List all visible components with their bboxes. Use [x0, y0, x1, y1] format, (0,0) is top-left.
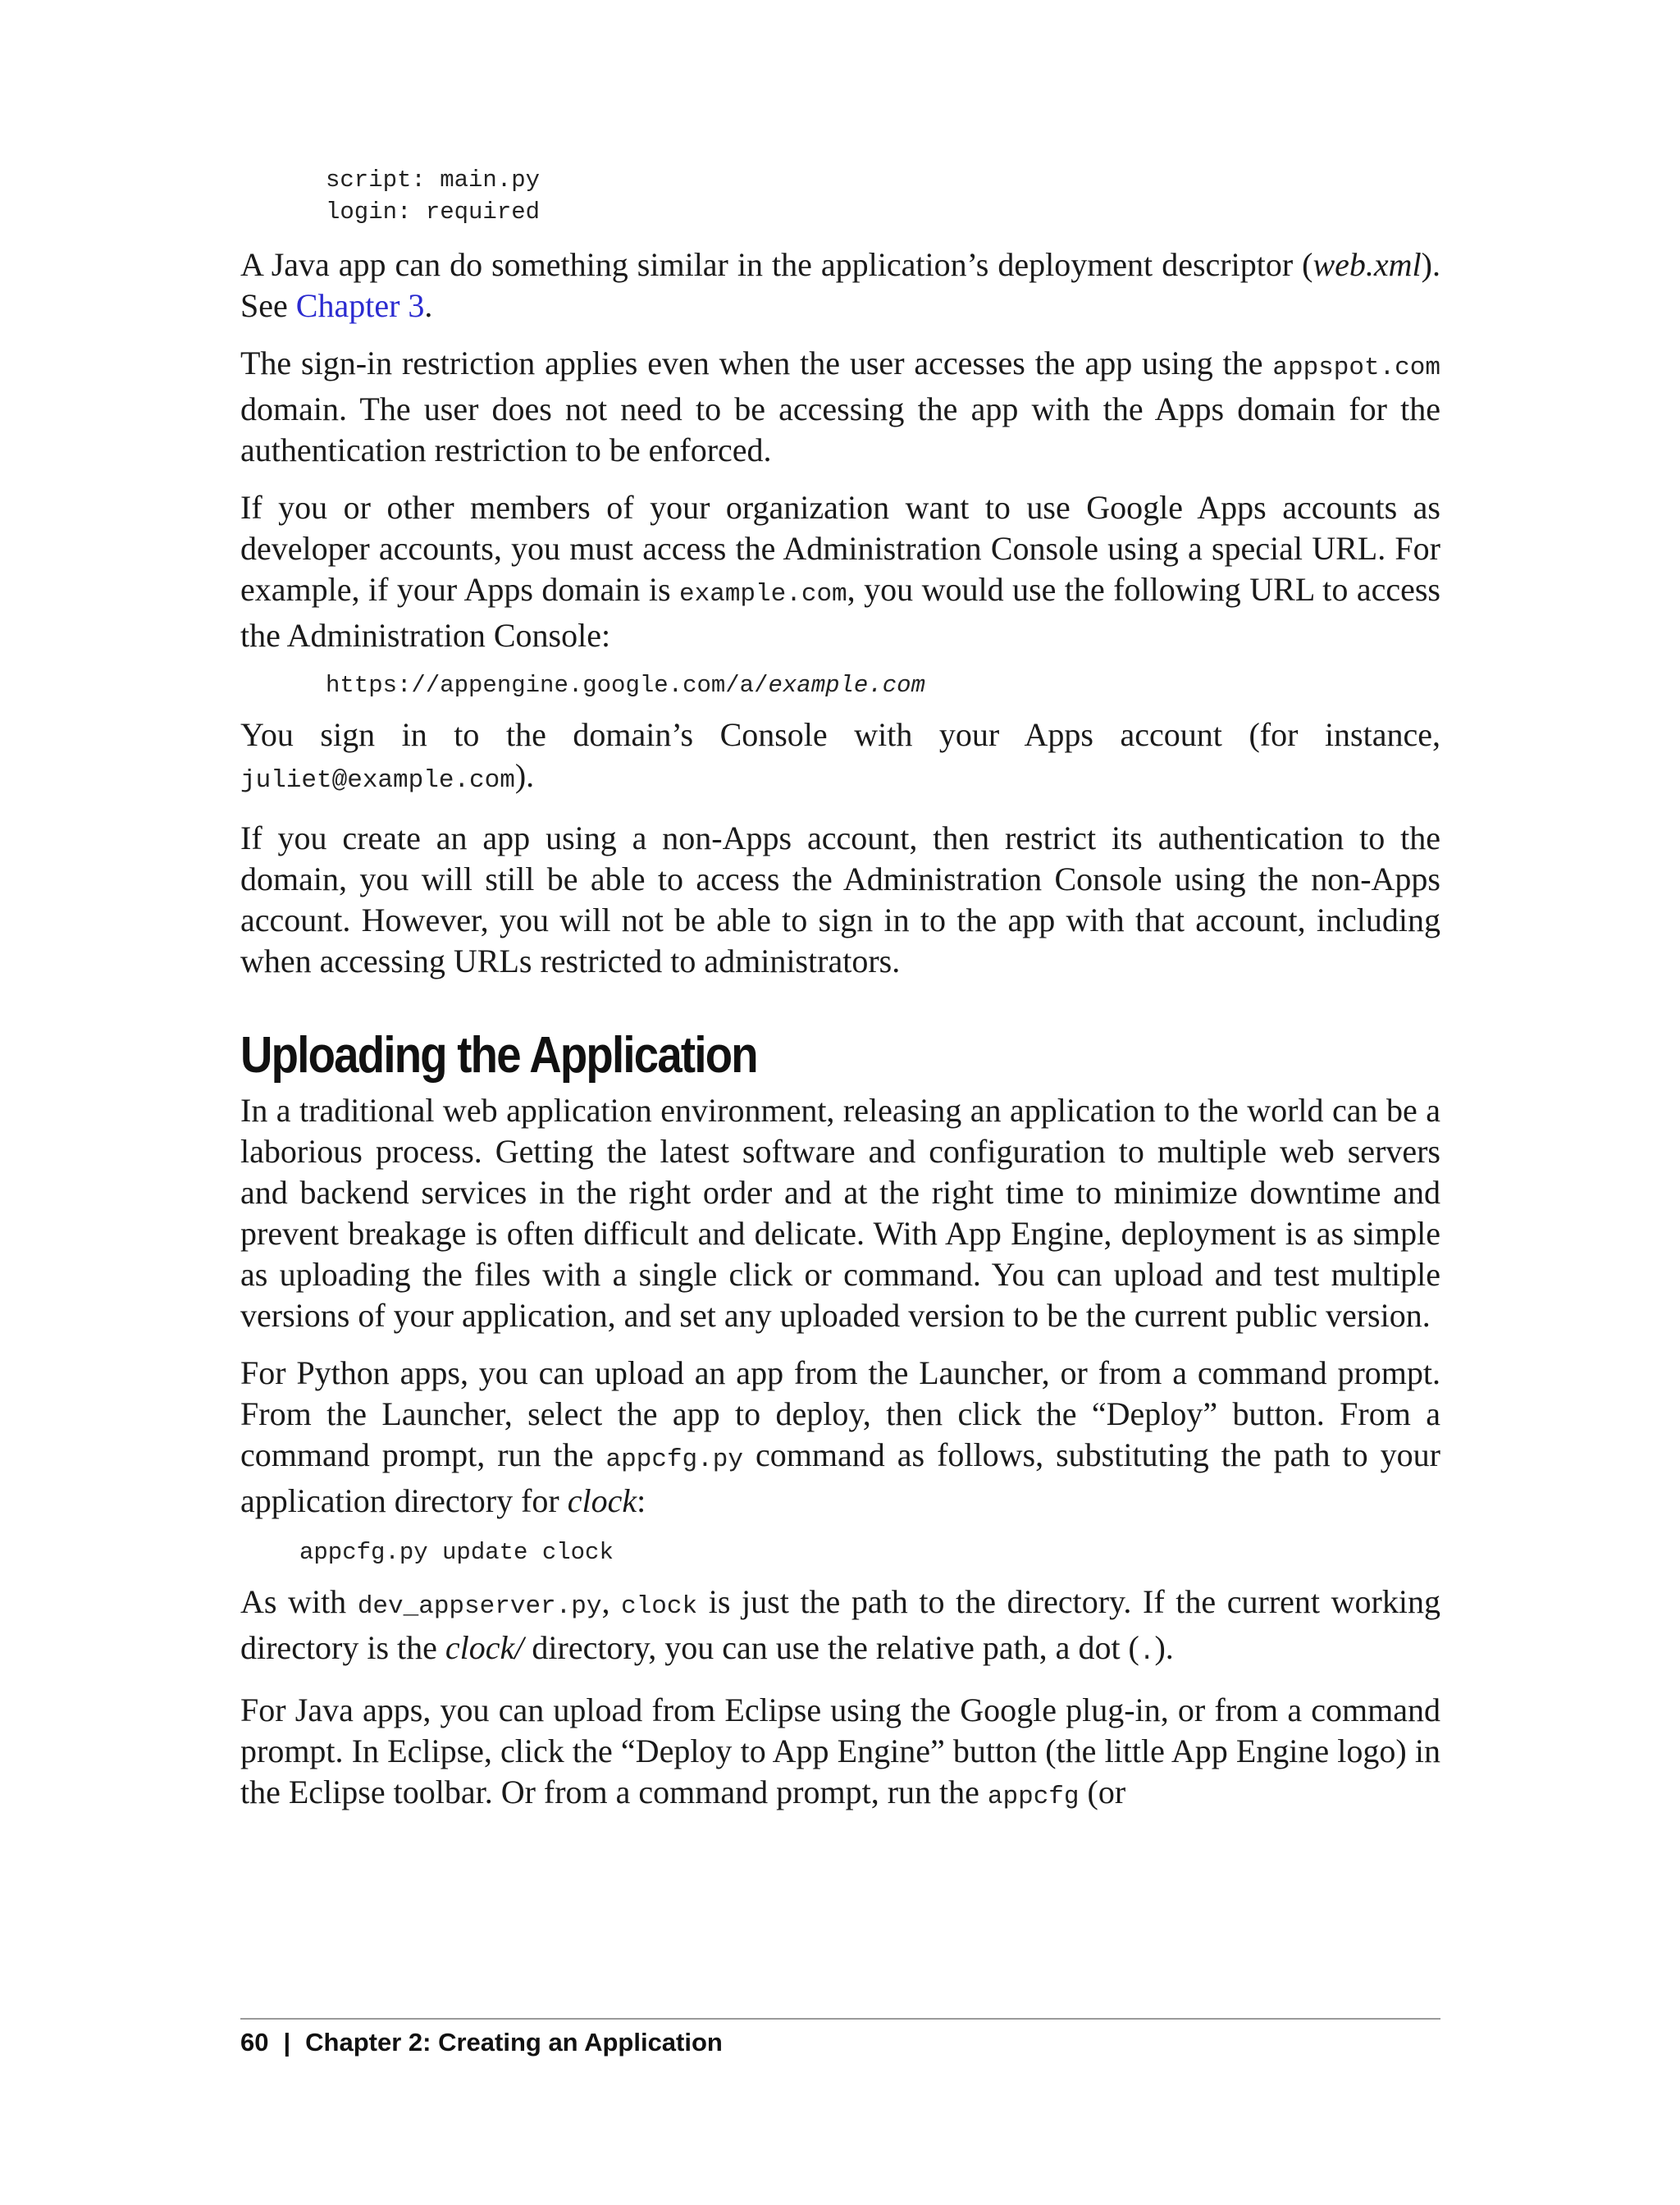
inline-code: appcfg — [987, 1783, 1080, 1811]
text: : — [637, 1482, 646, 1519]
inline-code: . — [1139, 1638, 1155, 1667]
code-block-appcfg-update: appcfg.py update clock — [299, 1539, 614, 1566]
footer-separator: | — [283, 2028, 291, 2057]
text: For Java apps, you can upload from Eclipse using the Google plug-in, or from a command prompt. In Eclipse, click the “Deploy to App Engine” button (the little App Engine logo) in the Eclipse toolbar. Or from a command prompt, run the — [240, 1691, 1440, 1810]
page-number: 60 — [240, 2028, 269, 2057]
chapter-3-link[interactable]: Chapter 3 — [295, 287, 425, 324]
text: directory, you can use the relative path, a dot ( — [523, 1629, 1139, 1666]
text: If you or other members of your organization want to use Google Apps accounts as developer accounts, you must access the Administration Console using a special URL. For example, if your Apps domain is — [240, 489, 1440, 608]
filename: web.xml — [1312, 246, 1422, 283]
paragraph-non-apps-account: If you create an app using a non-Apps account, then restrict its authentication to the domain, you will still be able to access the Administration Console using the non-Apps account. However, you will not be able to sign in to the app with that account, including when accessing URLs restricted to administrators. — [240, 819, 1440, 979]
paragraph-apps-accounts — [240, 487, 1440, 656]
text: For Python apps, you can upload an app from the Launcher, or from a command prompt. From the Launcher, select the app to deploy, then click the “Deploy” button. From a command prompt, run the — [240, 1354, 1440, 1473]
page-footer — [240, 2026, 723, 2059]
url-domain: example.com — [768, 672, 925, 699]
text: ). — [514, 757, 535, 794]
paragraph-traditional-environment: In a traditional web application environment, releasing an application to the world can be a laborious process. Getting the latest software and configuration to multiple web servers and backend services in the right order and at the right time to minimize downtime and prevent breakage is often difficult and delicate. With App Engine, deployment is as simple as uploading the files with a single click or command. You can upload and test multiple versions of your application, and set any uploaded version to be the current public version. — [240, 1092, 1440, 1334]
url-prefix: https://appengine.google.com/a/ — [326, 672, 769, 699]
text: A Java app can do something similar in the application’s deployment descriptor ( — [240, 246, 1313, 283]
footer-divider — [240, 2018, 1440, 2020]
text: You sign in to the domain’s Console with your Apps account (for instance, — [240, 716, 1440, 753]
italic-term: clock/ — [445, 1629, 524, 1666]
text: ). — [1154, 1629, 1174, 1666]
paragraph-sign-in-console — [240, 714, 1440, 801]
italic-term: clock — [567, 1482, 637, 1519]
text: , — [601, 1583, 622, 1620]
text: ). See — [240, 246, 1440, 324]
paragraph-java-descriptor — [240, 244, 1440, 326]
page-content — [240, 164, 1440, 1818]
paragraph-java-apps — [240, 1690, 1440, 1818]
inline-code: example.com — [679, 580, 847, 609]
inline-code: appspot.com — [1272, 354, 1440, 382]
paragraph-as-with — [240, 1582, 1440, 1673]
text: is just the path to the directory. If the current working directory is the — [240, 1583, 1440, 1666]
text: . — [424, 287, 433, 324]
section-heading: Uploading the Application — [240, 1027, 757, 1084]
inline-code: dev_appserver.py — [357, 1592, 602, 1621]
text: As with — [240, 1583, 358, 1620]
code-block-console-url — [326, 669, 1440, 701]
text: domain. The user does not need to be accessing the app with the Apps domain for the authentication restriction to be enforced. — [240, 390, 1440, 468]
inline-code: appcfg.py — [605, 1445, 743, 1474]
text: , you would use the following URL to access the Administration Console: — [240, 571, 1440, 654]
chapter-title: Chapter 2: Creating an Application — [305, 2028, 723, 2057]
text: The sign-in restriction applies even when the user accesses the app using the — [240, 345, 1273, 381]
text: command as follows, substituting the path to your application directory for — [240, 1436, 1441, 1519]
paragraph-python-apps — [240, 1353, 1440, 1522]
text: (or — [1079, 1774, 1126, 1810]
code-line: login: required — [326, 199, 541, 226]
paragraph-signin-restriction — [240, 343, 1440, 471]
code-block-app-yaml — [326, 164, 1440, 228]
code-line: script: main.py — [326, 167, 541, 194]
inline-code: clock — [621, 1592, 698, 1621]
inline-code: juliet@example.com — [240, 766, 515, 795]
